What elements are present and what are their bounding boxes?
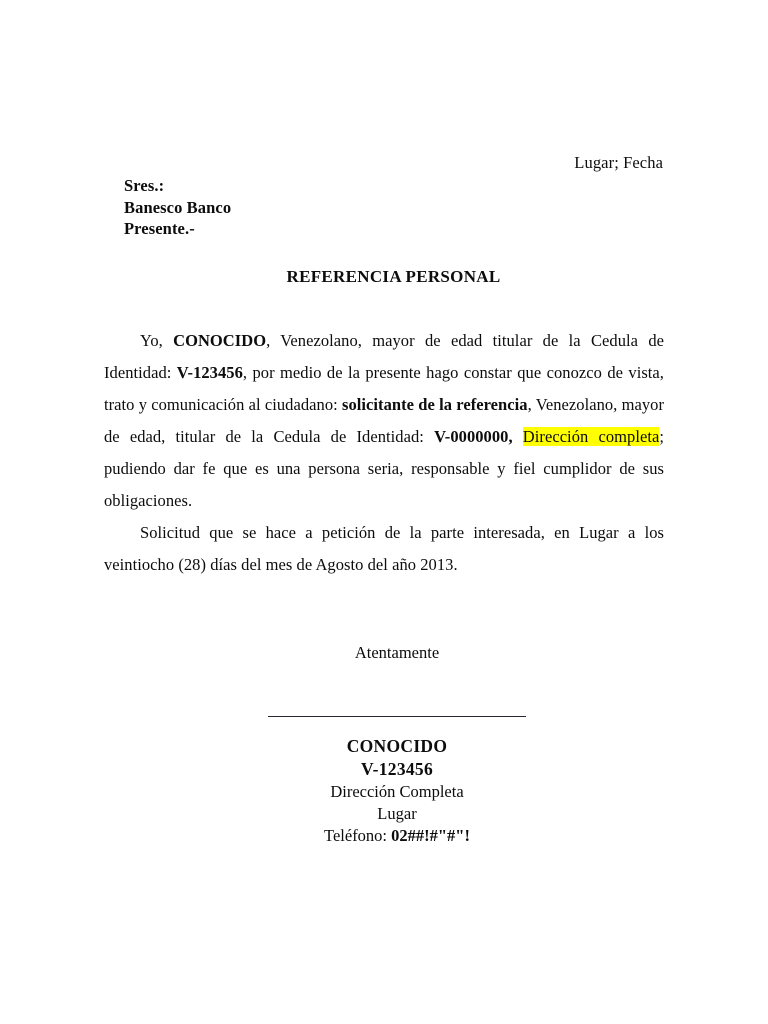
closing-salutation: Atentamente [354,643,440,662]
addressee-present: Presente.- [124,219,195,238]
addressee-block [124,175,231,240]
para1-id-bold: V-123456 [176,363,243,382]
signer-name: CONOCIDO [346,736,448,756]
para1-applicant-id-bold: V-0000000, [434,427,513,446]
para1-segment-1: Yo, [140,331,174,350]
body-paragraph-2: Solicitud que se hace a petición de la parte interesada, en Lugar a los veintiocho (28) días del mes de Agosto del año 2013. [104,523,664,574]
document-body [104,325,664,581]
para1-applicant-bold: solicitante de la referencia [341,395,528,414]
para1-segment-2: , Venezolano, mayor de edad titular de la Cedula de Identidad: [104,331,664,382]
addressee-salutation: Sres.: [124,176,165,195]
phone-label: Teléfono: [324,826,392,845]
para1-segment-4: , Venezolano, mayor de edad, titular de la Cedula de Identidad: [104,395,664,446]
signer-id: V-123456 [360,759,434,779]
signer-phone [124,825,670,847]
body-paragraph-1 [104,325,664,517]
document-title: REFERENCIA PERSONAL [286,267,501,286]
para1-segment-5: ; pudiendo dar fe que es una persona seria, responsable y fiel cumplidor de sus obligaciones. [104,427,664,510]
para1-segment-3: , por medio de la presente hago constar que conozco de vista, trato y comunicación al ciudadano: [104,363,664,414]
addressee-organization: Banesco Banco [124,197,232,217]
phone-value: 02##!#"#"! [391,826,470,845]
date-place-line: Lugar; Fecha [574,153,663,172]
signer-address: Dirección Completa [330,782,464,801]
highlighted-address-placeholder: Dirección completa [522,427,660,446]
signer-place: Lugar [377,804,417,823]
para1-space [513,427,523,446]
para1-name-bold: CONOCIDO [173,331,267,350]
signature-details [124,735,670,847]
signature-line [268,716,526,717]
